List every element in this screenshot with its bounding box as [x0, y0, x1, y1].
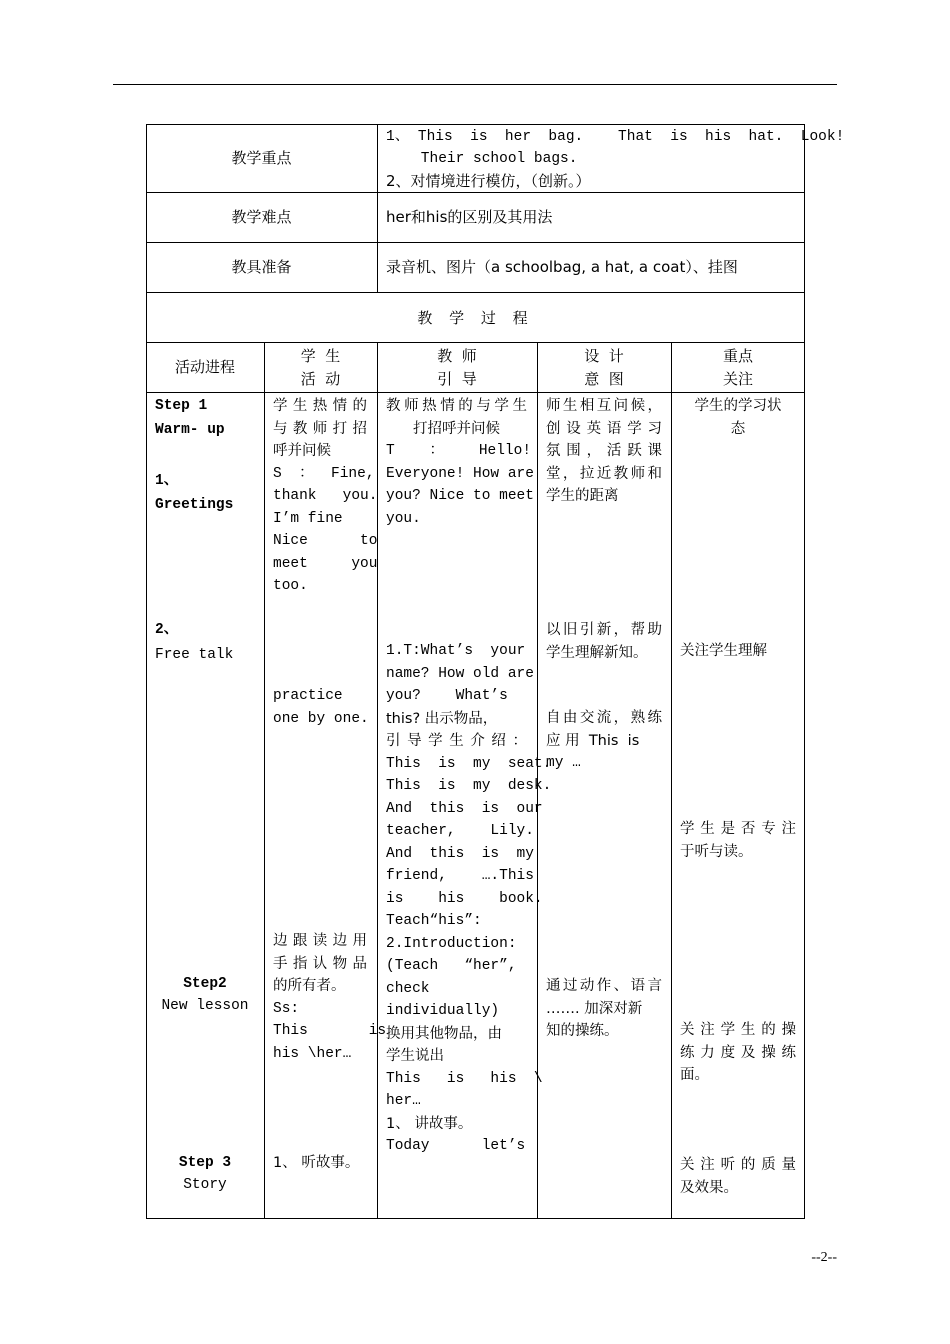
list-item: my …	[546, 755, 581, 771]
freetalk-label: Free talk	[155, 647, 234, 663]
row-divider	[146, 242, 805, 243]
design-block-3	[546, 707, 662, 775]
row-label-key-points: 教学重点	[231, 149, 292, 167]
list-item: 以旧引新，帮助	[546, 622, 662, 638]
list-item: 手指认物品	[273, 955, 367, 972]
header-activity: 活动进程	[174, 358, 235, 376]
list-item: 学生热情的	[273, 398, 367, 414]
list-item: 氛围，活跃课	[546, 443, 662, 459]
list-item: Nice to	[273, 533, 378, 549]
list-item: 边跟读边用	[273, 933, 367, 949]
list-item: 1、 听故事。	[273, 1155, 360, 1171]
list-item: is his book.	[386, 890, 543, 907]
list-item: 于听与读。	[680, 843, 753, 860]
list-item: 自由交流，熟练	[546, 710, 662, 726]
design-block-2	[546, 619, 662, 664]
list-item: 1、 讲故事。	[386, 1115, 473, 1132]
list-item: 应 用 This is	[546, 732, 640, 749]
list-item: 知的操练。	[546, 1023, 619, 1039]
step2-label: Step2	[183, 976, 227, 992]
newlesson-label: New lesson	[161, 998, 249, 1014]
list-item: 关注听的质量	[680, 1157, 796, 1173]
list-item: I’m fine	[273, 510, 343, 527]
list-item: 1.T:What’s your	[386, 643, 526, 659]
list-item: S ： Fine,	[273, 465, 375, 482]
focus-block-2	[680, 640, 796, 663]
list-item: check	[386, 980, 430, 997]
focus-block-4	[680, 1019, 796, 1087]
list-item: 态	[730, 420, 746, 437]
student-block-3	[273, 930, 387, 1065]
list-item: And this is our	[386, 800, 543, 817]
list-item: 师生相互问候，	[546, 398, 662, 414]
page-number: --2--	[811, 1250, 837, 1265]
list-item: 呼并问候	[273, 443, 331, 459]
header-rule	[113, 84, 837, 85]
greetings-label: Greetings	[155, 497, 234, 513]
list-item: 学生说出	[386, 1048, 444, 1064]
row-label-difficulties: 教学难点	[231, 208, 292, 226]
list-item: 2.Introduction:	[386, 935, 517, 952]
list-item: 及效果。	[680, 1179, 738, 1196]
header-design-1: 设 计	[584, 347, 624, 365]
header-student-2: 活 动	[300, 370, 341, 388]
student-block-1	[273, 395, 378, 598]
list-item: 学生是否专注	[680, 821, 796, 837]
col-divider	[377, 342, 378, 1219]
num1-label: 1、	[155, 473, 179, 489]
header-student-1: 学 生	[300, 347, 341, 365]
key-points-line-2: Their school bags.	[386, 151, 578, 167]
key-points-line-1: 1、 This is her bag. That is his hat. Look!	[386, 129, 845, 145]
list-item: 通过动作、语言	[546, 978, 662, 994]
list-item: 学生的学习状	[694, 398, 782, 414]
list-item: you? Nice to meet	[386, 488, 534, 504]
row-label-materials: 教具准备	[231, 258, 292, 276]
design-block-1	[546, 395, 662, 508]
teacher-block-1	[386, 395, 534, 530]
col-divider	[264, 342, 265, 1219]
list-item: 学生的距离	[546, 488, 619, 504]
list-item: 创设英语学习	[546, 420, 662, 437]
story-label: Story	[183, 1177, 227, 1193]
list-item: Everyone! How are	[386, 465, 534, 482]
list-item: 与教师打招	[273, 420, 367, 437]
header-teacher-2: 引 导	[437, 370, 477, 388]
list-item: 打招呼并问候	[413, 420, 500, 437]
list-item: 堂，拉近教师和	[546, 465, 662, 482]
list-item: This is my desk.	[386, 778, 552, 794]
step1-label: Step 1	[155, 398, 208, 414]
list-item: thank you.	[273, 488, 378, 504]
student-block-4	[273, 1152, 367, 1175]
list-item: you? What’s	[386, 688, 508, 704]
list-item: Today let’s	[386, 1138, 526, 1154]
num2-label: 2、	[155, 622, 179, 638]
list-item: 关注学生理解	[680, 643, 767, 659]
list-item: you.	[386, 510, 421, 527]
warmup-label: Warm- up	[155, 422, 225, 438]
list-item: friend, ….This	[386, 868, 534, 884]
list-item: 的所有者。	[273, 978, 346, 994]
list-item: individually)	[386, 1003, 500, 1019]
list-item: his \her…	[273, 1045, 352, 1062]
difficulties-text: her和his的区别及其用法	[386, 208, 553, 226]
row-divider	[146, 292, 805, 293]
focus-block-5	[680, 1154, 796, 1199]
list-item: 引导学生介绍：	[386, 733, 527, 749]
list-item: 练力度及操练	[680, 1044, 796, 1061]
header-design-2: 意 图	[584, 370, 624, 388]
section-title: 教 学 过 程	[417, 309, 534, 327]
list-item: This is his \	[386, 1070, 543, 1087]
list-item: ……. 加深对新	[546, 1000, 643, 1017]
list-item: 换用其他物品，由	[386, 1025, 502, 1042]
list-item: one by one.	[273, 710, 369, 727]
list-item: this? 出示物品，	[386, 710, 498, 727]
list-item: name? How old are	[386, 665, 534, 682]
key-points-line-3: 2、对情境进行模仿，（创新。）	[386, 172, 591, 190]
list-item: And this is my	[386, 845, 534, 862]
step3-label: Step 3	[178, 1155, 232, 1171]
list-item: 学生理解新知。	[546, 644, 648, 661]
list-item: too.	[273, 578, 308, 594]
list-item: Ss:	[273, 1000, 300, 1017]
row-divider	[146, 342, 805, 343]
col-divider	[377, 124, 378, 292]
row-divider	[146, 392, 805, 393]
list-item: This is my seat.	[386, 755, 552, 772]
design-block-4	[546, 975, 662, 1043]
teacher-block-2	[386, 640, 552, 1158]
student-block-2	[273, 685, 367, 730]
col-divider	[671, 342, 672, 1219]
materials-text: 录音机、图片（a schoolbag, a hat, a coat）、挂图	[386, 258, 738, 276]
list-item: (Teach “her”,	[386, 958, 517, 974]
header-focus-2: 关注	[722, 370, 753, 388]
list-item: 关注学生的操	[680, 1022, 796, 1038]
list-item: T ： Hello!	[386, 443, 532, 459]
focus-block-1	[680, 395, 796, 440]
focus-block-3	[680, 818, 796, 863]
header-teacher-1: 教 师	[437, 347, 477, 365]
list-item: Teach“his”:	[386, 913, 482, 929]
list-item: meet you	[273, 555, 378, 572]
list-item: 教师热情的与学生	[386, 398, 527, 414]
list-item: teacher, Lily.	[386, 823, 534, 839]
list-item: 面。	[680, 1067, 709, 1083]
list-item: practice	[273, 688, 343, 704]
list-item: This is	[273, 1023, 387, 1039]
list-item: her…	[386, 1093, 421, 1109]
header-focus-1: 重点	[722, 347, 753, 365]
